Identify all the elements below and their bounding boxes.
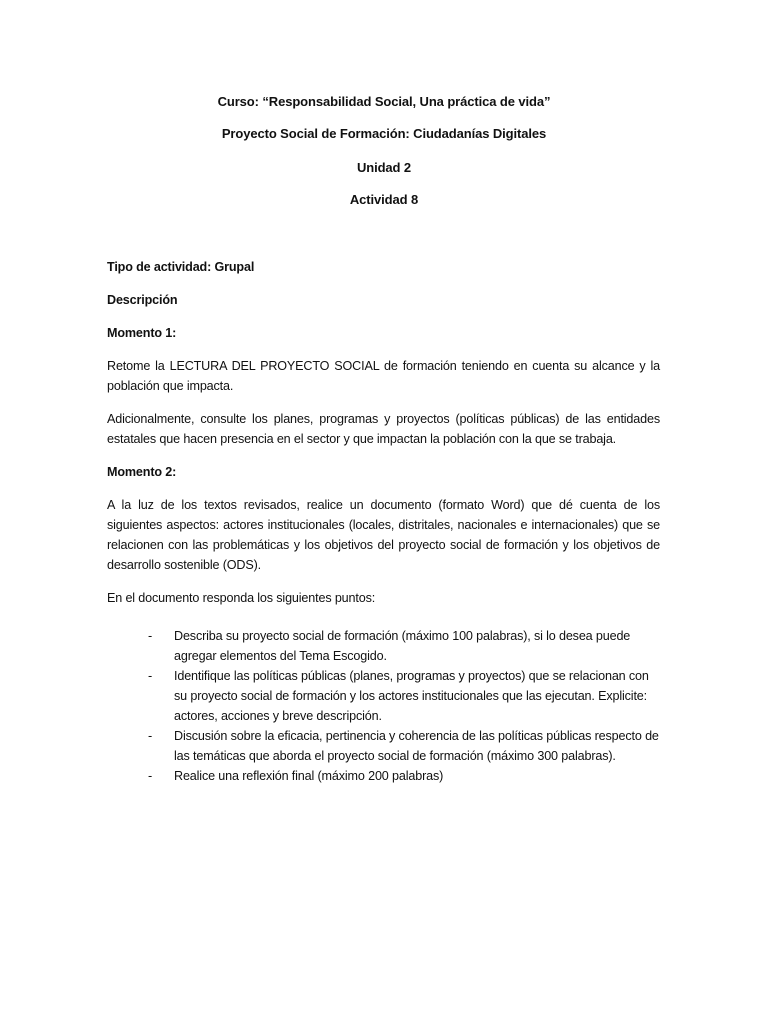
bullet-dash: - [148,629,153,643]
activity-title: Actividad 8 [349,192,419,207]
moment-1-paragraph-1: Retome la LECTURA DEL PROYECTO SOCIAL de formación teniendo en cuenta su alcance y la población que impacta. [107,359,660,393]
list-item-text: Realice una reflexión final (máximo 200 palabras) [174,769,444,783]
project-title: Proyecto Social de Formación: Ciudadanías Digitales [221,126,547,141]
bullet-dash: - [148,769,153,783]
list-item [107,626,660,666]
points-intro: En el documento responda los siguientes puntos: [107,591,376,605]
document-body [107,257,660,786]
activity-type: Tipo de actividad: Grupal [107,260,255,274]
points-list [107,626,660,786]
list-item-text: Identifique las políticas públicas (planes, programas y proyectos) que se relacionan con su proyecto social de formación y los actores institucionales que las ejecutan. Explicite: actores, acciones y breve descripción. [174,669,649,723]
moment-1-paragraph-2: Adicionalmente, consulte los planes, programas y proyectos (políticas públicas) de las entidades estatales que hacen presencia en el sector y que impactan la población con la que se trabaja. [107,412,660,446]
bullet-dash: - [148,729,153,743]
list-item [107,666,660,726]
moment-2-paragraph-1: A la luz de los textos revisados, realice un documento (formato Word) que dé cuenta de los siguientes aspectos: actores institucionales (locales, distritales, nacionales e internacionales) que se relacionen con las problemáticas y los objetivos del proyecto social de formación y los objetivos de desarrollo sostenible (ODS). [107,498,660,572]
moment-1-heading: Momento 1: [107,326,177,340]
list-item-text: Describa su proyecto social de formación (máximo 100 palabras), si lo desea puede agregar elementos del Tema Escogido. [174,629,631,663]
description-heading: Descripción [107,293,178,307]
list-item [107,766,660,786]
course-title: Curso: “Responsabilidad Social, Una práctica de vida” [217,94,551,109]
list-item-text: Discusión sobre la eficacia, pertinencia y coherencia de las políticas públicas respecto de las temáticas que aborda el proyecto social de formación (máximo 300 palabras). [174,729,659,763]
unit-title: Unidad 2 [356,160,412,175]
list-item [107,726,660,766]
moment-2-heading: Momento 2: [107,465,177,479]
bullet-dash: - [148,669,153,683]
